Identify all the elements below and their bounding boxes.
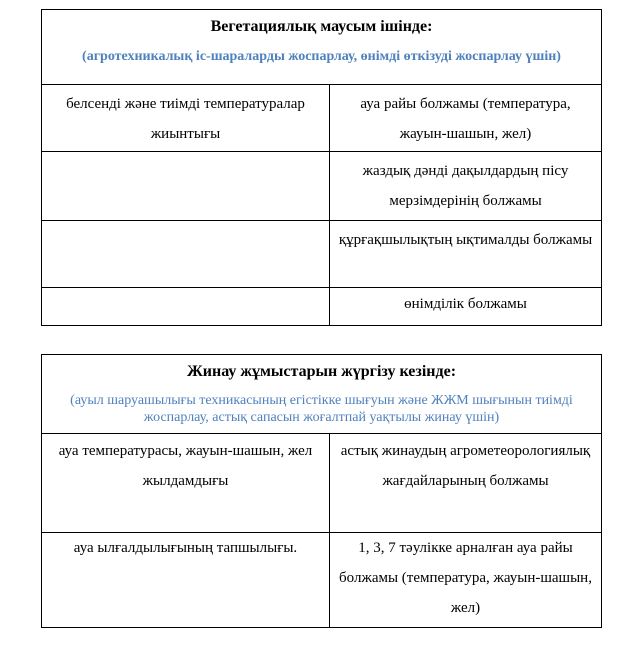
table-row — [42, 533, 602, 628]
table-subtitle: (ауыл шаруашылығы техникасының егістікке шығуын және ЖЖМ шығынын тиімді жоспарлау, астық сапасын жоғалтпай уақтылы жинау үшін) — [70, 393, 573, 425]
table-row — [42, 288, 602, 326]
table-row — [42, 85, 602, 152]
table-header-cell — [42, 10, 602, 85]
table-cell-left — [42, 288, 330, 326]
table-cell-left: белсенді және тиімді температуралар жиынтығы — [42, 85, 330, 152]
table-header-cell — [42, 355, 602, 434]
table-header-row — [42, 355, 602, 434]
table-cell-right: ауа райы болжамы (температура, жауын-шашын, жел) — [330, 85, 602, 152]
harvest-works-table — [41, 354, 602, 628]
table-cell-right: астық жинаудың агрометеорологиялық жағдайларының болжамы — [330, 434, 602, 533]
table-cell-left: ауа ылғалдылығының тапшылығы. — [42, 533, 330, 628]
vegetation-season-table — [41, 9, 602, 326]
table-subtitle: (агротехникалық іс-шараларды жоспарлау, өнімді өткізуді жоспарлау үшін) — [82, 49, 561, 64]
table-cell-left — [42, 152, 330, 221]
table-title: Вегетациялық маусым ішінде: — [210, 18, 433, 35]
table-row — [42, 221, 602, 288]
table-title: Жинау жұмыстарын жүргізу кезінде: — [186, 363, 457, 380]
table-header-row — [42, 10, 602, 85]
table-cell-right: құрғақшылықтың ықтималды болжамы — [330, 221, 602, 288]
table-row — [42, 434, 602, 533]
table-cell-left — [42, 221, 330, 288]
table-cell-right: 1, 3, 7 тәулікке арналған ауа райы болжамы (температура, жауын-шашын, жел) — [330, 533, 602, 628]
table-row — [42, 152, 602, 221]
table-cell-right: жаздық дәнді дақылдардың пісу мерзімдерінің болжамы — [330, 152, 602, 221]
table-cell-right: өнімділік болжамы — [330, 288, 602, 326]
table-cell-left: ауа температурасы, жауын-шашын, жел жылдамдығы — [42, 434, 330, 533]
